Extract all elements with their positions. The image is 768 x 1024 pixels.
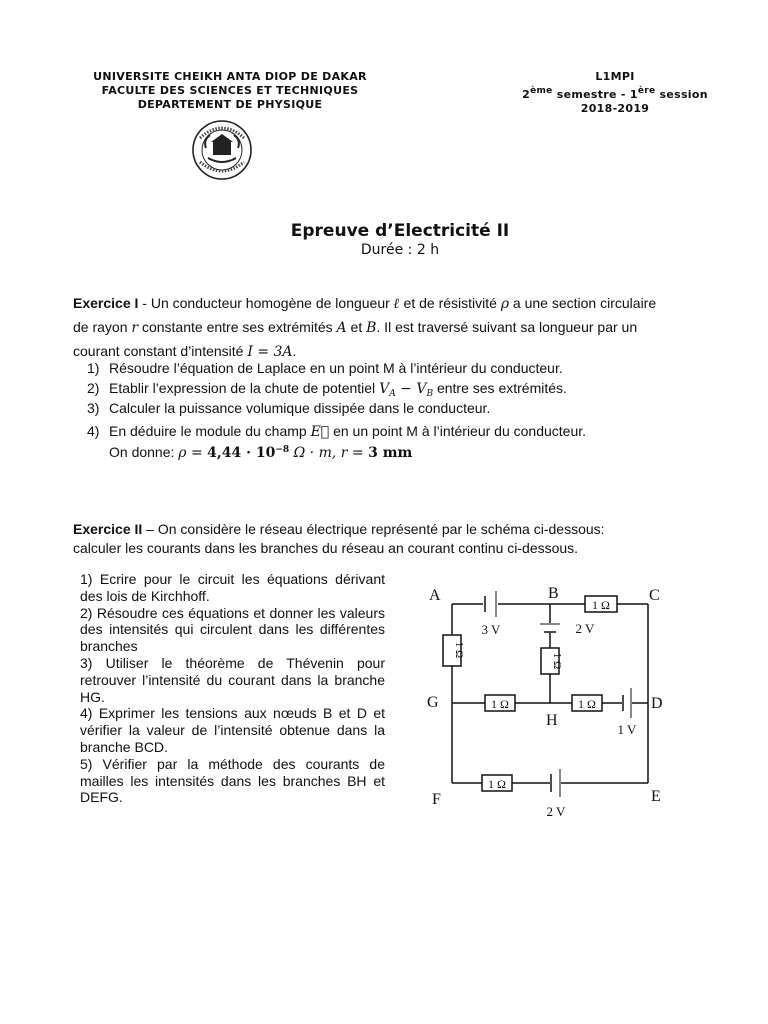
resistor-bc-label: 1 Ω [592, 598, 610, 612]
exercise-2-question-1: 1) Ecrire pour le circuit les équations dérivant des lois de Kirchhoff. [80, 571, 385, 604]
exercise-1-label: Exercice I [73, 295, 139, 311]
node-A: A [429, 587, 441, 604]
node-H: H [546, 712, 558, 729]
exercise-1-question-2: 2) Etablir l’expression de la chute de potentiel $V_A - V_B$ entre ses extrémités. [87, 380, 567, 399]
resistor-gh-label: 1 Ω [491, 697, 509, 711]
exercise-2-question-4: 4) Exprimer les tensions aux nœuds B et D et vérifier la valeur de l’intensité obtenue dans la branche BCD. [80, 705, 385, 755]
exercise-2-question-5: 5) Vérifier par la méthode des courants de mailles les intensités dans les branches BH et DEFG. [80, 755, 385, 806]
node-B: B [548, 585, 559, 602]
faculty-name: FACULTE DES SCIENCES ET TECHNIQUES [101, 84, 359, 97]
exam-duration: Durée : 2 h [360, 242, 440, 258]
node-C: C [649, 587, 660, 604]
exam-title: Epreuve d’Electricité II [290, 221, 510, 241]
academic-year: 2018-2019 [580, 102, 650, 115]
voltage-2v-fe-label: 2 V [546, 804, 566, 819]
battery-2v-fe [551, 769, 560, 797]
institution-header [60, 70, 400, 112]
exercise-2-statement: Exercice II – On considère le réseau électrique représenté par le schéma ci-dessous: calculer les courants dans les branches du réseau an courant continu ci-dessous. [73, 521, 605, 556]
battery-2v-bh [540, 624, 560, 632]
university-seal-logo [186, 118, 258, 182]
exercise-2-questions [80, 571, 385, 806]
exercise-2-question-3: 3) Utiliser le théorème de Thévenin pour retrouver l’intensité du courant dans la branche HG. [80, 654, 385, 705]
course-level: L1MPI [595, 70, 635, 83]
voltage-1v-label: 1 V [617, 722, 637, 737]
circuit-diagram [405, 578, 695, 828]
exercise-2-question-2: 2) Résoudre ces équations et donner les valeurs des intensités qui circulent dans les différentes branches [80, 604, 385, 655]
battery-1v [623, 688, 631, 718]
node-E: E [651, 788, 661, 805]
exercise-2-label: Exercice II [73, 521, 143, 537]
resistor-fe-label: 1 Ω [488, 777, 506, 791]
exercise-1-given-values: On donne: $\rho = 4,44 \cdot 10^{-8}$ Ω · m, r = 3 mm [109, 444, 413, 461]
voltage-3v-label: 3 V [481, 622, 501, 637]
semester-session: 2ème semestre - 1ère session [522, 86, 708, 101]
exercise-1-statement: Exercice I - Un conducteur homogène de longueur ℓ et de résistivité ρ a une section circulaire de rayon r constante entre ses extrémités A et B. Il est traversé suivant sa longueur par un courant constant d’intensité I = 3A. [73, 295, 657, 360]
exercise-1-question-1: 1) Résoudre l’équation de Laplace en un point M à l’intérieur du conducteur. [87, 360, 563, 376]
node-F: F [432, 791, 441, 808]
node-G: G [427, 694, 439, 711]
voltage-2v-bh-label: 2 V [575, 621, 595, 636]
resistor-ag-label: 1 Ω [453, 641, 465, 659]
department-name: DEPARTEMENT DE PHYSIQUE [137, 98, 323, 111]
exercise-1-question-3: 3) Calculer la puissance volumique dissipée dans le conducteur. [87, 400, 491, 416]
resistor-bh-label: 1 Ω [551, 652, 563, 670]
battery-3v [485, 591, 496, 617]
exercise-1-question-4: 4) En déduire le module du champ E⃗ en un point M à l’intérieur du conducteur. [87, 423, 587, 440]
university-name: UNIVERSITE CHEIKH ANTA DIOP DE DAKAR [93, 70, 367, 83]
resistor-hd-label: 1 Ω [578, 697, 596, 711]
node-D: D [651, 695, 663, 712]
course-header [500, 70, 730, 116]
